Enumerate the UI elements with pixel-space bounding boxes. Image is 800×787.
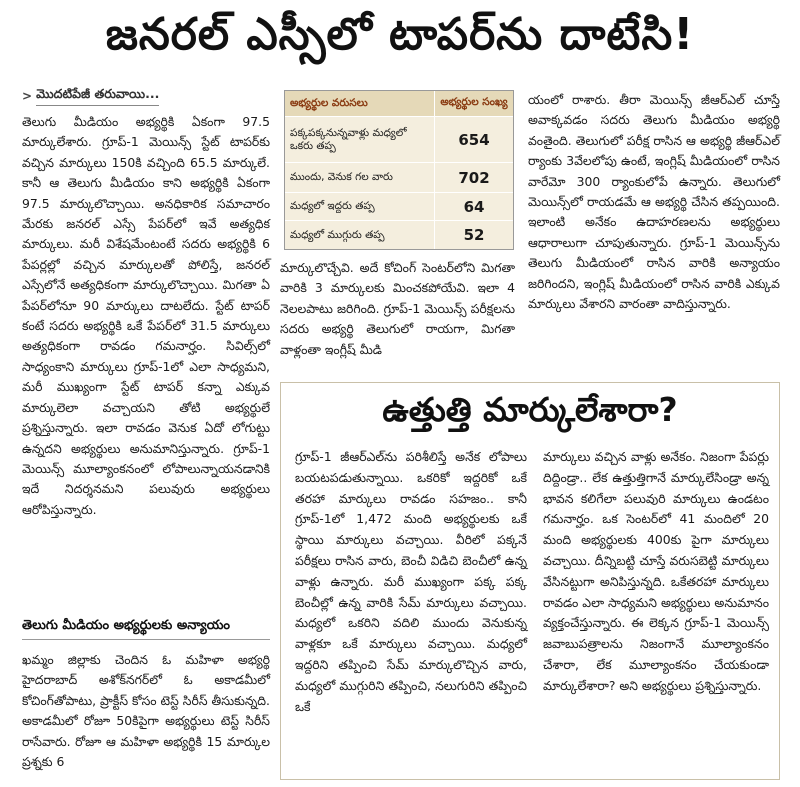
subheading: తెలుగు మీడియం అభ్యర్థులకు అన్యాయం	[22, 618, 270, 640]
sidebar-box	[280, 382, 780, 780]
table-row	[285, 221, 513, 249]
table-cell-label: పక్కపక్కనున్నవాళ్లు మధ్యలో ఒకరు తప్ప	[285, 117, 435, 162]
table-header-cell: అభ్యర్థుల వరుసలు	[285, 91, 435, 116]
table-row	[285, 163, 513, 193]
headline: జనరల్ ఎస్సీలో టాపర్‌ను దాటేసి!	[105, 9, 695, 60]
table-header-cell: అభ్యర్థుల సంఖ్య	[440, 96, 508, 108]
table-cell-value: 64	[463, 197, 485, 216]
table-cell-value: 52	[463, 226, 485, 244]
kicker-text: మొదటిపేజీ తరువాయి...	[36, 86, 159, 106]
table-cell-label: మధ్యలో ముగ్గురు తప్ప	[285, 221, 435, 249]
table-header-row	[285, 91, 513, 117]
box-column-1: గ్రూప్‌-1 జీఆర్‌ఎల్‌ను పరిశీలిస్తే అనేక లోపాలు బయటపడుతున్నాయి. ఒకరికో ఇద్దరికో ఒకే తరహా మార్కులు రావడం సహజం.. కానీ గ్రూప్‌-1లో 1,472 మంది అభ్యర్థులకు ఒకే స్థాయి మార్కులు వచ్చాయి. వీరిలో పక్కనే పరీక్షలు రాసిన వారు, బెంచీ విడిచి బెంచీలో ఉన్న వాళ్లు ఉన్నారు. మరీ ముఖ్యంగా పక్క పక్క బెంచీల్లో ఉన్న వారికి సేమ్‌ మార్కులు వచ్చాయి. మధ్యలో ఒకరిని వదిలి ముందు వెనుకున్న వాళ్లకూ ఒకే మార్కులు వచ్చాయి. మధ్యలో ఇద్దరిని తప్పించి సేమ్‌ మార్కులొచ్చిన వారు, మధ్యలో ముగ్గురిని తప్పించి, నలుగురిని తప్పించి ఒకే	[295, 449, 527, 714]
table-row	[285, 117, 513, 163]
table-cell-value: 702	[458, 168, 490, 187]
article-column-1: తెలుగు మీడియం అభ్యర్థికి ఏకంగా 97.5 మార్కులేశారు. గ్రూప్‌-1 మెయిన్స్‌ స్టేట్‌ టాపర్‌కు వచ్చిన మార్కులు 150కి వచ్చింది 65.5 మార్కులే. కానీ ఆ తెలుగు మీడియం కాని అభ్యర్థికి ఏకంగా 97.5 మార్కులొచ్చాయి. అనధికారిక సమాచారం మేరకు జనరల్‌ ఎస్సే పేపర్‌లో ఇవే అత్యధిక మార్కులు. మరీ విశేషమేంటంటే సదరు అభ్యర్థికి 6 పేపర్లల్లో వచ్చిన మార్కులతో పోలిస్తే, జనరల్‌ ఎస్సేలోనే అత్యధికంగా మార్కులొచ్చాయి. మిగతా ఏ పేపర్‌లోనూ 90 మార్కులు దాటలేదు. స్టేట్‌ టాపర్‌ కంటే సదరు అభ్యర్థికి ఒకే పేపర్‌లో 31.5 మార్కులు అత్యధికంగా రావడం గమనార్హం. సివిల్స్‌లో సాధ్యంకాని మార్కులు గ్రూప్‌-1లో ఎలా సాధ్యమని, మరీ ముఖ్యంగా స్టేట్‌ టాపర్‌ కన్నా ఎక్కువ మార్కులెలా వచ్చాయని తోటి అభ్యర్థులే ప్రశ్నిస్తున్నారు. ఇలా రావడం వెనుక ఏదో లోగుట్టు ఉన్నదని అభ్యర్థులు అనుమానిస్తున్నారు. గ్రూప్‌-1 మెయిన్స్‌ మూల్యాంకనంలో లోపాలున్నాయనడానికి ఇదే నిదర్శనమని పలువురు అభ్యర్థులు ఆరోపిస్తున్నారు.	[22, 114, 270, 517]
table-cell-label: మధ్యలో ఇద్దరు తప్ప	[285, 193, 435, 220]
continuation-kicker	[22, 86, 270, 106]
article-column-3: యంలో రాశారు. తీరా మెయిన్స్‌ జీఆర్‌ఎల్‌ చూస్తే అవాక్కవడం సదరు తెలుగు మీడియం అభ్యర్థి వంతైంది. తెలుగులో పరీక్ష రాసిన ఆ అభ్యర్థి జీఆర్‌ఎల్‌ ర్యాంకు 3వేలలోపు ఉంటే, ఇంగ్లిష్‌ మీడియంలో రాసిన వారేమో 300 ర్యాంకులోపే ఉన్నారు. తెలుగులో మెయిన్స్‌లో రాయడమే ఆ అభ్యర్థి చేసిన తప్పయింది. ఇలాంటి అనేకం ఉదాహరణలను అభ్యర్థులు ఆధారాలుగా చూపుతున్నారు. గ్రూప్‌-1 మెయిన్స్‌ను తెలుగు మీడియంలో రాసిన వారికి అన్యాయం జరిగిందని, ఇంగ్లిష్‌ మీడియంలో రాసిన వారికి ఎక్కువ మార్కులు వేశారని వారంతా వాదిస్తున్నారు.	[528, 92, 780, 312]
article-column-1-continued: ఖమ్మం జిల్లాకు చెందిన ఓ మహిళా అభ్యర్థి హైదరాబాద్‌ అశోక్‌నగర్‌లో ఓ అకాడమీలో కోచింగ్‌తోపాటు, ప్రాక్టీస్‌ కోసం టెస్ట్‌ సిరీస్‌ తీసుకున్నది. అకాడమీలో రోజూ 50కిపైగా అభ్యర్థులు టెస్ట్‌ సిరీస్‌ రాసేవారు. రోజూ ఆ మహిళా అభ్యర్థికి 15 మార్కుల ప్రశ్నకు 6	[22, 652, 270, 770]
box-title: ఉత్తుత్తి మార్కులేశారా?	[382, 389, 678, 429]
table-cell-label: ముందు, వెనుక గల వారు	[285, 163, 435, 192]
candidates-table	[284, 90, 514, 250]
article-column-2: మార్కులొచ్చేవి. అదే కోచింగ్‌ సెంటర్‌లోని మిగతా వారికి 3 మార్కులకు మించకపోయేవి. ఇలా 4 నెలలపాటు జరిగింది. గ్రూప్‌-1 మెయిన్స్‌ పరీక్షలను సదరు అభ్యర్థి తెలుగులో రాయగా, మిగతా వాళ్లంతా ఇంగ్లీష్‌ మీడి	[280, 260, 515, 357]
chevron-right-icon: >	[22, 89, 33, 103]
box-column-2: మార్కులు వచ్చిన వాళ్లు అనేకం. నిజంగా పేపర్లు దిద్దిండ్రా.. లేక ఉత్తుత్తిగానే మార్కులేసిండ్రా అన్న భావన కలిగేలా పలువురి మార్కులు ఉండటం గమనార్హం. ఒక సెంటర్‌లో 41 మందిలో 20 మంది అభ్యర్థులకు 400కు పైగా మార్కులు వచ్చాయి. దీన్నిబట్టి చూస్తే వరుసబెట్టి మార్కులు వేసినట్టుగా అనిపిస్తున్నది. ఒకేతరహా మార్కులు రావడం ఎలా సాధ్యమని అభ్యర్థులు అనుమానం వ్యక్తంచేస్తున్నారు. ఈ లెక్కన గ్రూప్‌-1 మెయిన్స్‌ జవాబుపత్రాలను నిజంగానే మూల్యాంకనం చేశారా, లేక మూల్యాంకనం చేయకుండా మార్కులేశారా? అని అభ్యర్థులు ప్రశ్నిస్తున్నారు.	[543, 449, 769, 693]
table-row	[285, 193, 513, 221]
table-cell-value: 654	[458, 130, 490, 149]
